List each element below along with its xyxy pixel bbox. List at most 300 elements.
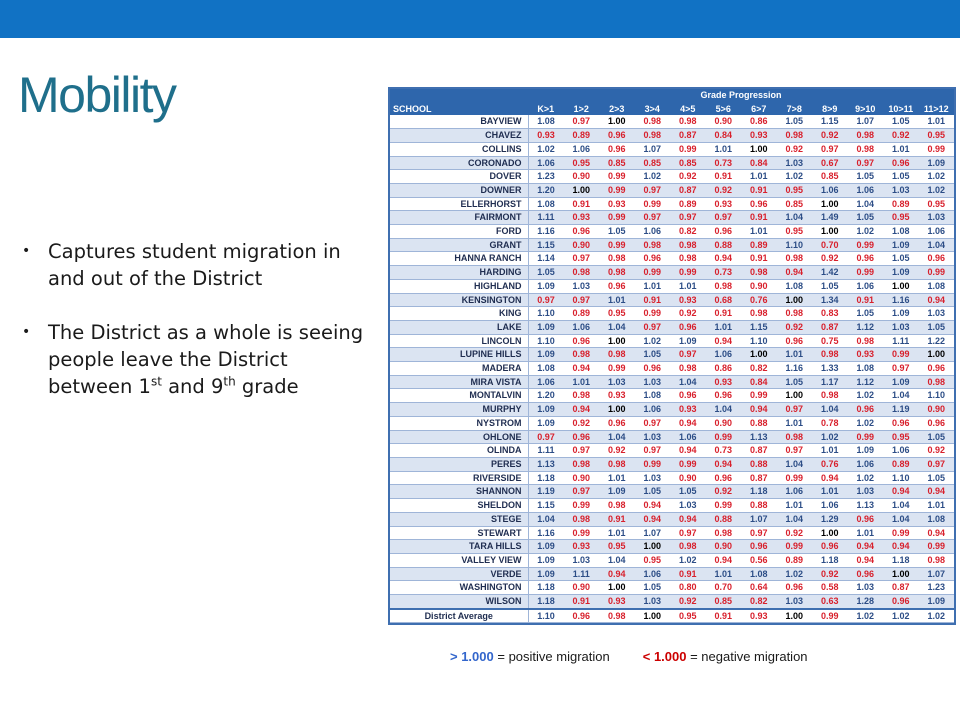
ratio-cell: 0.95 [777,183,813,197]
ratio-cell: 0.96 [564,225,600,239]
school-name-cell: DOVER [390,170,528,184]
ratio-cell: 0.94 [635,512,671,526]
ratio-cell: 0.97 [777,444,813,458]
ratio-cell: 0.94 [706,252,742,266]
ratio-cell: 0.92 [706,183,742,197]
ratio-cell: 1.01 [883,142,919,156]
ratio-cell: 0.86 [741,115,777,128]
ratio-cell: 0.90 [564,581,600,595]
ratio-cell: 1.04 [670,375,706,389]
ratio-cell: 1.05 [883,252,919,266]
ratio-cell: 0.87 [670,129,706,143]
ratio-cell: 1.01 [599,471,635,485]
table-row [390,485,954,499]
school-name-cell: LINCOLN [390,334,528,348]
ratio-cell: 1.02 [919,609,955,623]
ratio-cell: 0.64 [741,581,777,595]
negative-label: = negative migration [686,649,808,664]
ratio-cell: 0.99 [848,266,884,280]
grade-progression-table [388,87,956,625]
ratio-cell: 0.96 [706,389,742,403]
ratio-cell: 1.00 [635,609,671,623]
ratio-cell: 0.95 [635,553,671,567]
ratio-cell: 1.05 [777,375,813,389]
table-row [390,279,954,293]
ratio-cell: 1.16 [883,293,919,307]
ratio-cell: 1.04 [919,238,955,252]
ratio-cell: 1.06 [919,225,955,239]
ratio-cell: 0.89 [741,238,777,252]
ratio-cell: 0.98 [599,499,635,513]
ratio-cell: 0.96 [564,609,600,623]
ratio-cell: 0.97 [635,416,671,430]
school-name-cell: ELLERHORST [390,197,528,211]
ratio-cell: 1.05 [812,279,848,293]
column-header: K>1 [528,102,564,115]
ratio-cell: 1.05 [528,266,564,280]
legend [450,649,808,664]
ordinal-suffix: th [223,374,236,389]
column-header: 8>9 [812,102,848,115]
school-name-cell: WASHINGTON [390,581,528,595]
ratio-cell: 1.09 [528,320,564,334]
school-name-cell: OHLONE [390,430,528,444]
ratio-cell: 0.96 [706,225,742,239]
ratio-cell: 0.99 [670,142,706,156]
ratio-cell: 0.98 [599,252,635,266]
ratio-cell: 1.02 [919,183,955,197]
ratio-cell: 0.90 [564,170,600,184]
ratio-cell: 0.98 [777,430,813,444]
table-row [390,115,954,128]
ratio-cell: 0.82 [741,595,777,609]
table-row [390,142,954,156]
ratio-cell: 0.95 [919,129,955,143]
table-row [390,567,954,581]
ratio-cell: 1.00 [599,334,635,348]
ratio-cell: 1.05 [883,115,919,128]
ratio-cell: 0.97 [777,403,813,417]
ratio-cell: 0.92 [670,170,706,184]
ratio-cell: 0.92 [919,444,955,458]
ratio-cell: 0.89 [564,129,600,143]
ratio-cell: 0.96 [670,320,706,334]
ratio-cell: 1.10 [777,238,813,252]
ratio-cell: 0.98 [599,348,635,362]
ratio-cell: 0.85 [777,197,813,211]
ratio-cell: 0.58 [812,581,848,595]
ratio-cell: 0.94 [919,485,955,499]
ratio-cell: 0.88 [741,457,777,471]
school-name-cell: GRANT [390,238,528,252]
ratio-cell: 1.04 [883,389,919,403]
table-row [390,252,954,266]
table-row [390,512,954,526]
ratio-cell: 0.97 [706,211,742,225]
ratio-cell: 1.09 [528,553,564,567]
ratio-cell: 0.95 [883,430,919,444]
ratio-cell: 0.96 [919,362,955,376]
ratio-cell: 0.99 [635,307,671,321]
ratio-cell: 0.91 [741,252,777,266]
ratio-cell: 0.98 [670,115,706,128]
ratio-cell: 1.03 [564,279,600,293]
ratio-cell: 0.96 [564,430,600,444]
ratio-cell: 0.89 [777,553,813,567]
school-name-cell: LUPINE HILLS [390,348,528,362]
school-name-cell: WILSON [390,595,528,609]
ratio-cell: 1.06 [706,348,742,362]
ratio-cell: 0.98 [848,334,884,348]
ratio-cell: 1.06 [670,430,706,444]
ratio-cell: 1.02 [848,225,884,239]
ratio-cell: 0.99 [599,238,635,252]
ratio-cell: 1.04 [848,197,884,211]
ratio-cell: 0.93 [706,197,742,211]
top-accent-bar [0,0,960,38]
ratio-cell: 0.97 [635,211,671,225]
ratio-cell: 0.85 [599,156,635,170]
ratio-cell: 0.94 [812,471,848,485]
ratio-cell: 0.94 [670,512,706,526]
school-name-cell: District Average [390,609,528,623]
ratio-cell: 1.01 [706,567,742,581]
ratio-cell: 0.91 [599,512,635,526]
ratio-cell: 1.05 [919,320,955,334]
ratio-cell: 0.96 [599,416,635,430]
ratio-cell: 0.78 [812,416,848,430]
ratio-cell: 0.99 [635,457,671,471]
ratio-cell: 0.90 [564,471,600,485]
ratio-cell: 0.98 [919,375,955,389]
ratio-cell: 0.91 [706,170,742,184]
school-name-cell: TARA HILLS [390,540,528,554]
ratio-cell: 0.91 [564,197,600,211]
school-name-cell: HIGHLAND [390,279,528,293]
table-row [390,471,954,485]
ratio-cell: 0.90 [919,403,955,417]
ratio-cell: 0.99 [635,197,671,211]
ratio-cell: 0.97 [564,293,600,307]
ratio-cell: 0.88 [706,512,742,526]
school-name-cell: PERES [390,457,528,471]
ratio-cell: 1.03 [635,430,671,444]
school-name-cell: KENSINGTON [390,293,528,307]
ratio-cell: 1.01 [741,170,777,184]
ratio-cell: 0.96 [741,197,777,211]
table-row [390,403,954,417]
ratio-cell: 1.05 [635,581,671,595]
ratio-cell: 0.96 [848,403,884,417]
ratio-cell: 0.98 [564,457,600,471]
ratio-cell: 1.14 [528,252,564,266]
ratio-cell: 1.05 [919,471,955,485]
ratio-cell: 0.92 [670,307,706,321]
ratio-cell: 1.09 [919,156,955,170]
ratio-cell: 1.19 [883,403,919,417]
ratio-cell: 1.18 [741,485,777,499]
school-name-cell: COLLINS [390,142,528,156]
ratio-cell: 0.96 [883,416,919,430]
ratio-cell: 0.97 [635,444,671,458]
ratio-cell: 1.20 [528,389,564,403]
ratio-cell: 0.94 [706,553,742,567]
ratio-cell: 1.05 [599,225,635,239]
ratio-cell: 1.07 [919,567,955,581]
ratio-cell: 0.96 [670,389,706,403]
ratio-cell: 0.86 [706,362,742,376]
ratio-cell: 1.08 [848,362,884,376]
ratio-cell: 1.10 [528,307,564,321]
ratio-cell: 0.96 [635,362,671,376]
ratio-cell: 0.73 [706,156,742,170]
table-row [390,457,954,471]
ratio-cell: 0.92 [883,129,919,143]
school-name-cell: KING [390,307,528,321]
ratio-cell: 1.02 [848,389,884,403]
school-name-cell: STEGE [390,512,528,526]
ratio-cell: 0.98 [741,307,777,321]
ratio-cell: 0.94 [919,293,955,307]
table-row [390,293,954,307]
ratio-cell: 1.15 [528,499,564,513]
ratio-cell: 1.18 [528,471,564,485]
table-row [390,553,954,567]
ratio-cell: 0.85 [635,156,671,170]
table-row [390,595,954,609]
bullet-item [22,238,367,292]
ratio-cell: 0.89 [670,197,706,211]
ratio-cell: 0.97 [564,485,600,499]
ratio-cell: 0.97 [528,430,564,444]
table-row [390,197,954,211]
group-header-row [390,89,954,102]
ratio-cell: 1.06 [812,183,848,197]
ratio-cell: 0.90 [706,540,742,554]
district-average-row [390,609,954,623]
ratio-cell: 1.06 [883,444,919,458]
ratio-cell: 1.04 [599,320,635,334]
ratio-cell: 0.93 [741,609,777,623]
column-header: 2>3 [599,102,635,115]
ratio-cell: 1.10 [528,334,564,348]
ratio-cell: 0.76 [741,293,777,307]
ratio-cell: 1.00 [599,403,635,417]
ratio-cell: 0.99 [599,183,635,197]
ratio-cell: 1.12 [848,320,884,334]
ratio-cell: 1.04 [706,403,742,417]
ratio-cell: 1.03 [919,211,955,225]
ratio-cell: 0.85 [670,156,706,170]
ratio-cell: 0.82 [741,362,777,376]
ratio-cell: 1.09 [670,334,706,348]
table-row [390,375,954,389]
ratio-cell: 0.96 [883,156,919,170]
ratio-cell: 0.96 [706,471,742,485]
ratio-cell: 1.08 [883,225,919,239]
ratio-cell: 1.09 [528,348,564,362]
ratio-cell: 1.04 [883,512,919,526]
ratio-cell: 0.99 [741,389,777,403]
ratio-cell: 0.89 [564,307,600,321]
ratio-cell: 1.01 [919,499,955,513]
negative-marker: < 1.000 [642,649,687,664]
ratio-cell: 0.99 [670,457,706,471]
school-name-cell: MADERA [390,362,528,376]
ratio-cell: 0.96 [635,252,671,266]
ratio-cell: 1.18 [812,553,848,567]
table-row [390,225,954,239]
bullet-text-pre: The District as a whole is seeing people leave the District between 1 [48,321,364,398]
ratio-cell: 1.08 [777,279,813,293]
ratio-cell: 1.04 [777,512,813,526]
ratio-cell: 1.03 [635,471,671,485]
bullet-item [22,319,367,400]
ratio-cell: 0.94 [883,540,919,554]
ratio-cell: 1.00 [777,293,813,307]
table-row [390,334,954,348]
bullet-text-mid: and 9 [161,375,224,398]
ratio-cell: 1.07 [635,526,671,540]
ratio-cell: 0.96 [919,252,955,266]
school-name-cell: MONTALVIN [390,389,528,403]
table-row [390,444,954,458]
ratio-cell: 0.96 [777,334,813,348]
ratio-cell: 0.98 [670,362,706,376]
ratio-cell: 1.08 [528,362,564,376]
ratio-cell: 1.04 [883,499,919,513]
ratio-cell: 1.01 [848,526,884,540]
ratio-cell: 0.97 [564,444,600,458]
ratio-cell: 0.96 [564,334,600,348]
ratio-cell: 0.92 [599,444,635,458]
ratio-cell: 0.98 [599,457,635,471]
ratio-cell: 0.90 [670,471,706,485]
table-row [390,266,954,280]
ratio-cell: 0.97 [670,526,706,540]
ratio-cell: 0.70 [706,581,742,595]
school-name-cell: LAKE [390,320,528,334]
ratio-cell: 1.01 [635,279,671,293]
school-name-cell: DOWNER [390,183,528,197]
ratio-cell: 0.94 [564,403,600,417]
ratio-cell: 0.93 [564,540,600,554]
ratio-cell: 1.01 [812,444,848,458]
ratio-cell: 1.06 [564,142,600,156]
school-name-cell: HARDING [390,266,528,280]
school-name-cell: STEWART [390,526,528,540]
ratio-cell: 1.04 [528,512,564,526]
ratio-cell: 0.94 [670,444,706,458]
table-row [390,156,954,170]
ratio-cell: 1.03 [564,553,600,567]
ratio-cell: 0.87 [812,320,848,334]
ratio-cell: 0.93 [706,375,742,389]
ratio-cell: 1.02 [848,609,884,623]
ratio-cell: 0.70 [812,238,848,252]
ratio-cell: 1.08 [528,115,564,128]
ratio-cell: 1.09 [528,567,564,581]
ratio-cell: 0.99 [812,609,848,623]
ratio-cell: 0.76 [812,457,848,471]
ratio-cell: 1.01 [812,485,848,499]
ratio-cell: 0.98 [564,266,600,280]
ratio-cell: 1.11 [528,211,564,225]
ratio-cell: 0.98 [564,389,600,403]
ratio-cell: 1.08 [919,512,955,526]
table-row [390,499,954,513]
school-name-cell: VERDE [390,567,528,581]
ratio-cell: 1.09 [528,279,564,293]
ratio-cell: 0.93 [599,595,635,609]
ratio-cell: 0.96 [812,540,848,554]
ratio-cell: 0.63 [812,595,848,609]
ratio-cell: 0.97 [883,362,919,376]
ratio-cell: 0.94 [635,499,671,513]
ratio-cell: 0.89 [883,457,919,471]
ratio-cell: 1.08 [741,567,777,581]
ratio-cell: 1.02 [635,170,671,184]
ratio-cell: 1.00 [741,142,777,156]
ratio-cell: 0.96 [919,416,955,430]
ratio-cell: 0.87 [883,581,919,595]
ratio-cell: 1.04 [777,457,813,471]
ratio-cell: 0.97 [670,348,706,362]
column-header: 7>8 [777,102,813,115]
column-header: 9>10 [848,102,884,115]
ratio-cell: 0.95 [670,609,706,623]
ratio-cell: 1.03 [635,595,671,609]
ratio-cell: 1.03 [919,307,955,321]
school-name-cell: SHANNON [390,485,528,499]
ratio-cell: 1.05 [670,485,706,499]
ratio-cell: 1.00 [635,540,671,554]
ratio-cell: 0.96 [599,129,635,143]
ratio-cell: 0.91 [741,183,777,197]
slide-title: Mobility [18,67,176,123]
positive-marker: > 1.000 [450,649,494,664]
ratio-cell: 1.03 [777,595,813,609]
ratio-cell: 0.99 [777,471,813,485]
ratio-cell: 0.85 [812,170,848,184]
ratio-cell: 1.23 [528,170,564,184]
ratio-cell: 1.00 [777,389,813,403]
ratio-cell: 0.99 [848,238,884,252]
ratio-cell: 0.98 [777,252,813,266]
ratio-cell: 0.96 [883,595,919,609]
ratio-cell: 0.99 [848,430,884,444]
ratio-cell: 0.94 [706,334,742,348]
ratio-cell: 0.93 [670,293,706,307]
ratio-cell: 0.98 [812,389,848,403]
ratio-cell: 0.88 [706,238,742,252]
ratio-cell: 0.98 [706,526,742,540]
ratio-cell: 0.98 [812,348,848,362]
table-row [390,129,954,143]
ratio-cell: 1.05 [848,170,884,184]
ratio-cell: 1.02 [777,567,813,581]
ratio-cell: 1.00 [777,609,813,623]
ratio-cell: 1.06 [812,499,848,513]
ratio-cell: 1.09 [883,266,919,280]
ratio-cell: 1.02 [670,553,706,567]
bullet-text-post: grade [235,375,299,398]
ratio-cell: 0.96 [599,142,635,156]
ratio-cell: 1.02 [812,430,848,444]
ratio-cell: 1.16 [528,225,564,239]
ratio-cell: 1.16 [777,362,813,376]
ratio-cell: 0.88 [741,499,777,513]
